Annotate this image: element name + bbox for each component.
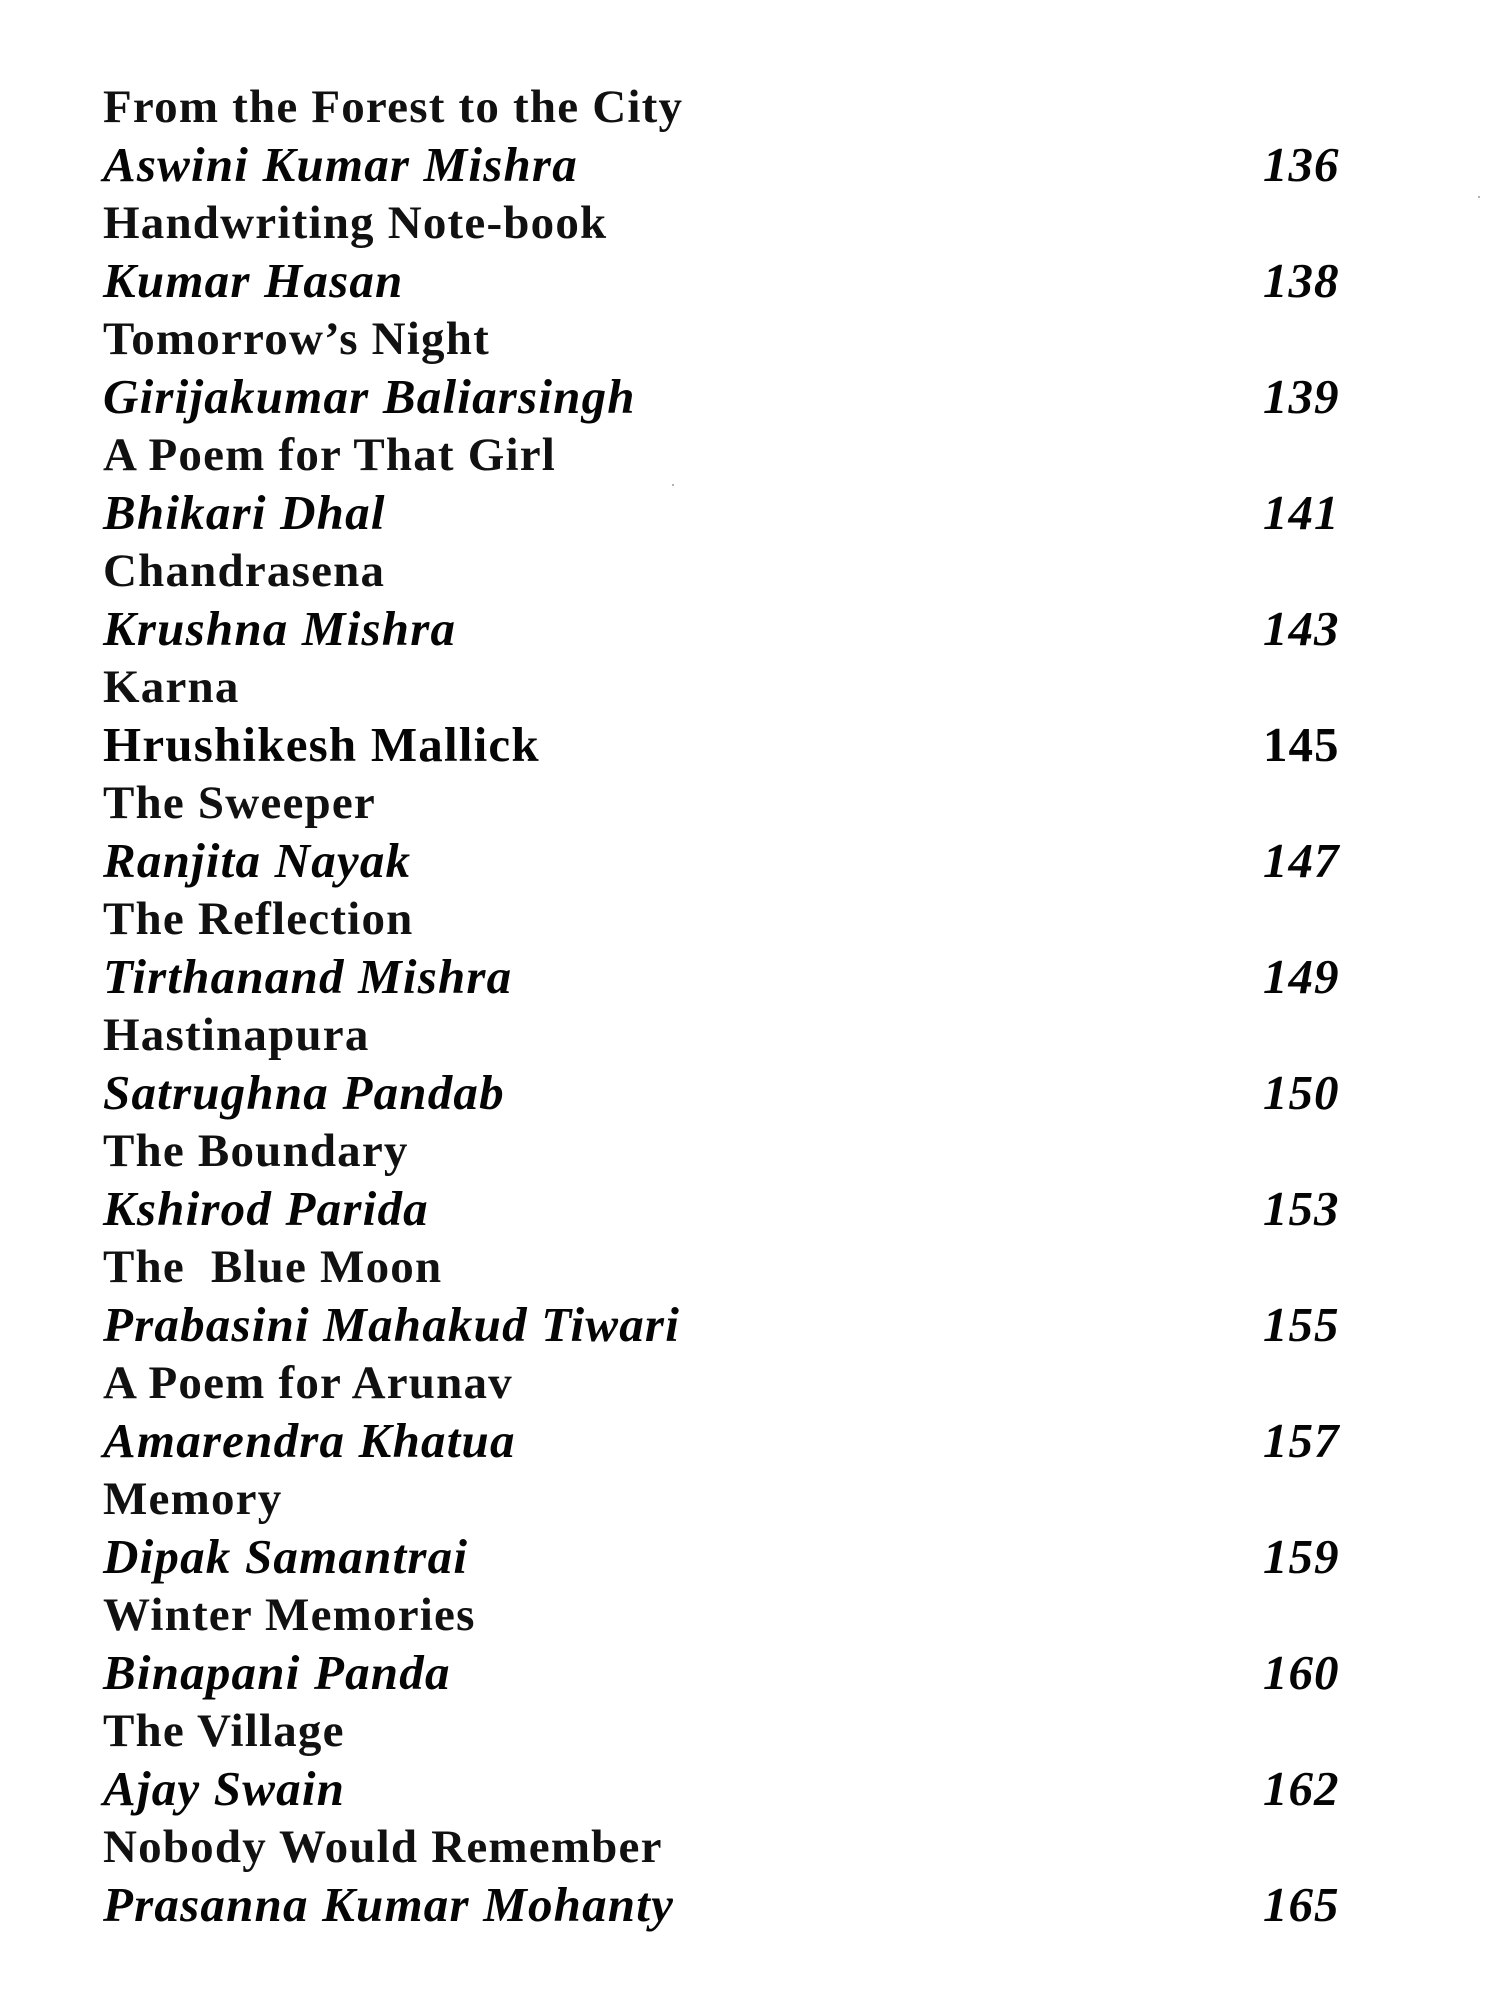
page-number: 149: [1263, 949, 1340, 1004]
toc-entry: [103, 774, 1403, 890]
page-number: 150: [1263, 1065, 1340, 1120]
page-number: 145: [1263, 717, 1340, 772]
toc-entry: [103, 426, 1403, 542]
author-row: [103, 1528, 1403, 1586]
poem-title: Winter Memories: [103, 1589, 476, 1641]
author-row: [103, 368, 1403, 426]
author-name: Ranjita Nayak: [103, 833, 412, 888]
poem-title: A Poem for Arunav: [103, 1357, 513, 1409]
author-row: [103, 252, 1403, 310]
author-row: [103, 716, 1403, 774]
toc-entry: [103, 310, 1403, 426]
toc-entry: [103, 1238, 1403, 1354]
author-row: [103, 1760, 1403, 1818]
page-number: 141: [1263, 485, 1340, 540]
author-row: [103, 1644, 1403, 1702]
author-name: Kumar Hasan: [103, 253, 404, 308]
poem-title: The Village: [103, 1705, 345, 1757]
author-row: [103, 136, 1403, 194]
toc-entry: [103, 1470, 1403, 1586]
poem-title: The Sweeper: [103, 777, 376, 829]
author-row: [103, 1412, 1403, 1470]
poem-title: Nobody Would Remember: [103, 1821, 663, 1873]
toc-entry: [103, 658, 1403, 774]
author-name: Tirthanand Mishra: [103, 949, 513, 1004]
poem-title: Tomorrow’s Night: [103, 313, 490, 365]
page-number: 153: [1263, 1181, 1340, 1236]
author-row: [103, 1180, 1403, 1238]
page-number: 165: [1263, 1877, 1340, 1932]
author-name: Binapani Panda: [103, 1645, 451, 1700]
table-of-contents: [103, 78, 1403, 1934]
poem-title: Memory: [103, 1473, 283, 1525]
paper-speck: [1478, 196, 1480, 198]
page-number: 162: [1263, 1761, 1340, 1816]
poem-title: Hastinapura: [103, 1009, 370, 1061]
poem-title: Handwriting Note-book: [103, 197, 608, 249]
author-row: [103, 832, 1403, 890]
author-name: Prasanna Kumar Mohanty: [103, 1877, 675, 1932]
author-name: Kshirod Parida: [103, 1181, 429, 1236]
toc-entry: [103, 1006, 1403, 1122]
toc-entry: [103, 1818, 1403, 1934]
poem-title: The Reflection: [103, 893, 414, 945]
page-number: 139: [1263, 369, 1340, 424]
author-name: Prabasini Mahakud Tiwari: [103, 1297, 681, 1352]
toc-entry: [103, 1586, 1403, 1702]
page-number: 160: [1263, 1645, 1340, 1700]
poem-title: The Boundary: [103, 1125, 409, 1177]
author-name: Krushna Mishra: [103, 601, 457, 656]
author-name: Girijakumar Baliarsingh: [103, 369, 636, 424]
author-row: [103, 1876, 1403, 1934]
author-row: [103, 1296, 1403, 1354]
poem-title: From the Forest to the City: [103, 81, 684, 133]
page-number: 155: [1263, 1297, 1340, 1352]
poem-title: Karna: [103, 661, 240, 713]
toc-entry: [103, 78, 1403, 194]
poem-title: The Blue Moon: [103, 1241, 443, 1293]
page-number: 143: [1263, 601, 1340, 656]
author-row: [103, 484, 1403, 542]
author-name: Dipak Samantrai: [103, 1529, 469, 1584]
toc-entry: [103, 1702, 1403, 1818]
page-number: 159: [1263, 1529, 1340, 1584]
toc-entry: [103, 1122, 1403, 1238]
author-row: [103, 1064, 1403, 1122]
page-number: 147: [1263, 833, 1340, 888]
paper-speck: [672, 484, 674, 486]
author-row: [103, 948, 1403, 1006]
page-number: 136: [1263, 137, 1340, 192]
toc-entry: [103, 194, 1403, 310]
toc-entry: [103, 1354, 1403, 1470]
toc-entry: [103, 890, 1403, 1006]
author-name: Aswini Kumar Mishra: [103, 137, 578, 192]
page-number: 157: [1263, 1413, 1340, 1468]
author-row: [103, 600, 1403, 658]
page-number: 138: [1263, 253, 1340, 308]
poem-title: A Poem for That Girl: [103, 429, 557, 481]
author-name: Ajay Swain: [103, 1761, 346, 1816]
toc-entry: [103, 542, 1403, 658]
author-name: Bhikari Dhal: [103, 485, 386, 540]
author-name: Satrughna Pandab: [103, 1065, 505, 1120]
author-name: Hrushikesh Mallick: [103, 717, 540, 772]
author-name: Amarendra Khatua: [103, 1413, 516, 1468]
poem-title: Chandrasena: [103, 545, 386, 597]
